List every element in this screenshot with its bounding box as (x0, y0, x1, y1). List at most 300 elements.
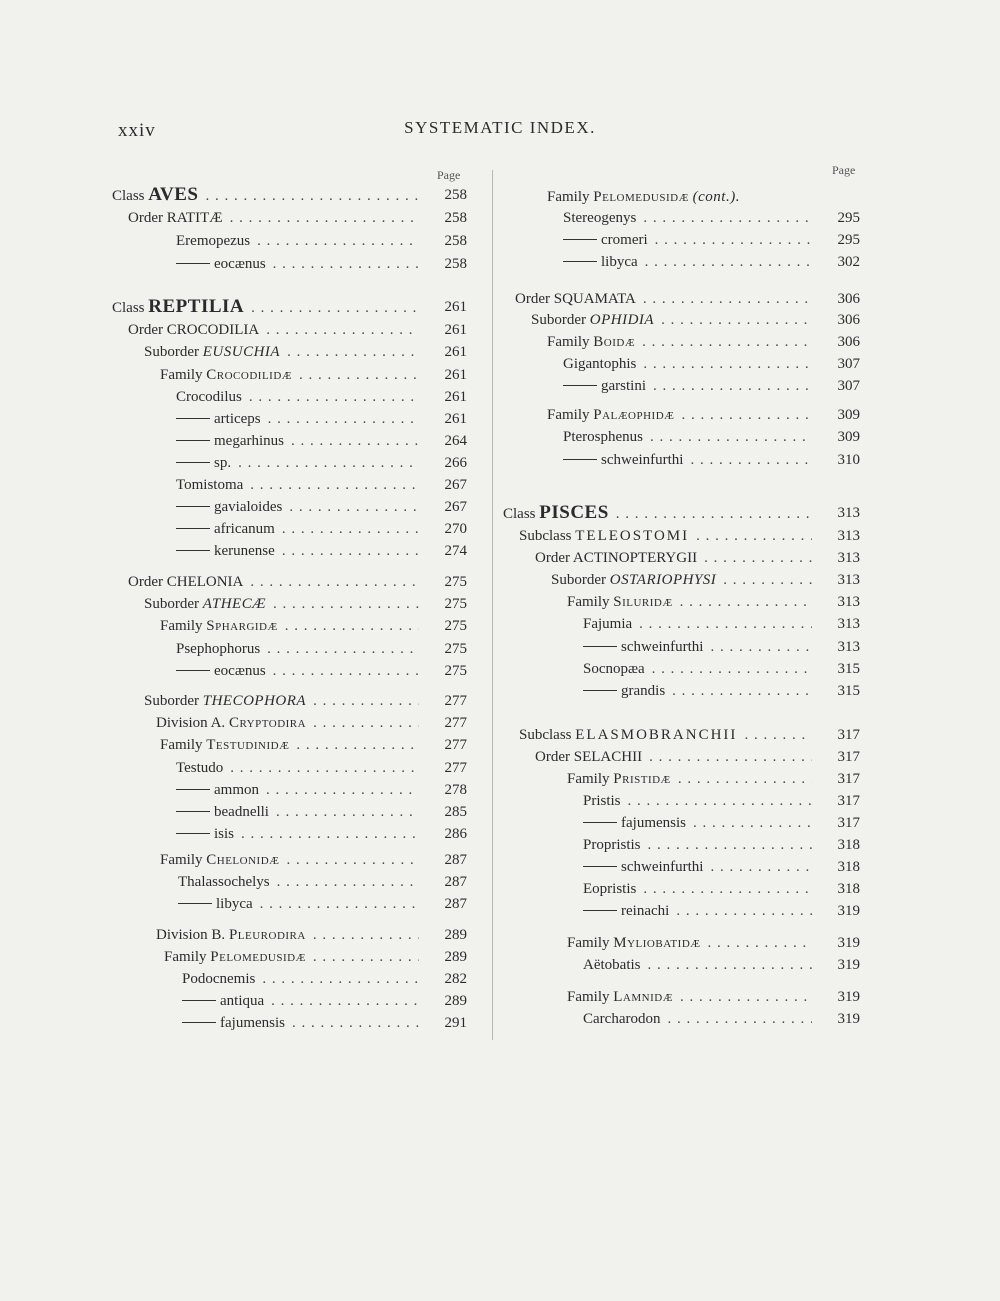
entry-label (547, 189, 743, 205)
entry-name: sp. (214, 455, 232, 471)
repeat-dash (176, 418, 210, 419)
entry-leader (563, 449, 812, 471)
index-entry-socnopa (583, 658, 860, 680)
index-entry-podocnemis (182, 968, 467, 990)
entry-label (563, 452, 686, 468)
entry-leader (583, 636, 812, 658)
index-entry-articeps (176, 408, 467, 430)
entry-leader (563, 229, 812, 251)
entry-leader (567, 591, 812, 613)
entry-page-number: 261 (444, 367, 467, 383)
entry-leader (535, 547, 812, 569)
entry-name: libyca (601, 254, 638, 270)
entry-label (583, 793, 624, 809)
entry-name: gavialoides (214, 499, 283, 515)
entry-leader (176, 386, 419, 408)
entry-label (583, 683, 668, 699)
entry-label (583, 639, 706, 655)
entry-label (583, 957, 644, 973)
entry-leader (128, 207, 419, 229)
repeat-dash (563, 459, 597, 460)
entry-page-number: 313 (837, 639, 860, 655)
entry-page-number: 307 (837, 356, 860, 372)
entry-page-number: 261 (444, 299, 467, 315)
entry-page-number: 313 (837, 550, 860, 566)
entry-leader (515, 288, 812, 310)
repeat-dash (176, 263, 210, 264)
entry-label (563, 356, 639, 372)
repeat-dash (182, 1000, 216, 1001)
entry-name: Carcharodon (583, 1011, 661, 1027)
entry-page-number: 267 (444, 499, 467, 515)
entry-label (128, 574, 246, 590)
index-entry-pelomedusid (547, 186, 860, 208)
entry-name: Psephophorus (176, 641, 261, 657)
index-entry-schweinfurthi (563, 449, 860, 471)
entry-name: Pristis (583, 793, 621, 809)
entry-label (583, 616, 635, 632)
entry-page-number: 317 (837, 771, 860, 787)
entry-label (583, 859, 706, 875)
entry-page-number: 302 (837, 254, 860, 270)
entry-leader (583, 658, 812, 680)
repeat-dash (176, 440, 210, 441)
index-entry-lamnid (567, 986, 860, 1008)
entry-label (160, 618, 281, 634)
entry-name: AVES (148, 184, 199, 205)
index-entry-beadnelli (176, 801, 467, 823)
repeat-dash (176, 506, 210, 507)
entry-rank: Suborder (144, 344, 199, 360)
index-entry-ratit (128, 207, 467, 229)
entry-name: fajumensis (621, 815, 686, 831)
entry-page-number: 275 (444, 663, 467, 679)
left-page-column-header: Page (437, 168, 461, 182)
entry-rank: Order (128, 210, 163, 226)
entry-rank: Family (547, 407, 590, 423)
entry-page-number: 261 (444, 322, 467, 338)
entry-name: Crocodilus (176, 389, 242, 405)
entry-label (156, 927, 309, 943)
entry-name: garstini (601, 378, 646, 394)
entry-page-number: 277 (444, 760, 467, 776)
index-entry-eusuchia (144, 341, 467, 363)
entry-rank: Order (128, 574, 163, 590)
entry-page-number: 319 (837, 989, 860, 1005)
entry-name: ammon (214, 782, 259, 798)
entry-name: Testudinidæ (206, 737, 290, 753)
entry-name: Siluridæ (613, 594, 673, 610)
index-entry-pterosphenus (563, 426, 860, 448)
entry-page-number: 309 (837, 429, 860, 445)
entry-leader (176, 452, 419, 474)
entry-page-number: 307 (837, 378, 860, 394)
entry-label (176, 760, 226, 776)
entry-label (176, 233, 253, 249)
index-entry-africanum (176, 518, 467, 540)
entry-name: Stereogenys (563, 210, 637, 226)
entry-rank: Subclass (519, 528, 572, 544)
entry-rank: Family (567, 771, 610, 787)
entry-name: TELEOSTOMI (575, 528, 690, 544)
entry-name: Myliobatidæ (613, 935, 701, 951)
index-entry-ammon (176, 779, 467, 801)
entry-name: Podocnemis (182, 971, 256, 987)
entry-page-number: 318 (837, 881, 860, 897)
entry-name: REPTILIA (148, 296, 245, 317)
index-entry-pisces (503, 502, 860, 524)
entry-leader (563, 426, 812, 448)
index-entry-stereogenys (563, 207, 860, 229)
entry-leader (583, 790, 812, 812)
entry-leader (160, 734, 419, 756)
entry-leader (176, 496, 419, 518)
entry-page-number: 313 (837, 528, 860, 544)
entry-leader (182, 1012, 419, 1034)
entry-page-number: 261 (444, 344, 467, 360)
index-entry-cromeri (563, 229, 860, 251)
entry-page-number: 317 (837, 793, 860, 809)
entry-page-number: 295 (837, 210, 860, 226)
entry-rank: Class (112, 300, 145, 316)
entry-page-number: 309 (837, 407, 860, 423)
entry-leader (547, 186, 860, 208)
entry-page-number: 282 (444, 971, 467, 987)
entry-label (176, 521, 278, 537)
repeat-dash (182, 1022, 216, 1023)
entry-leader (567, 932, 812, 954)
entry-name: Pelomedusidæ (593, 189, 689, 205)
entry-page-number: 289 (444, 993, 467, 1009)
entry-label (176, 663, 269, 679)
entry-name: Thalassochelys (178, 874, 270, 890)
entry-name: ATHECÆ (202, 596, 267, 612)
entry-page-number: 306 (837, 312, 860, 328)
index-entry-pleurodira (156, 924, 467, 946)
entry-leader (176, 408, 419, 430)
entry-name: reinachi (621, 903, 670, 919)
entry-leader (156, 924, 419, 946)
entry-name: RATITÆ (166, 210, 223, 226)
entry-leader (563, 353, 812, 375)
entry-name: PISCES (539, 502, 609, 523)
entry-leader (112, 296, 419, 319)
entry-leader (547, 331, 812, 353)
index-entry-tomistoma (176, 474, 467, 496)
entry-rank: Family (567, 935, 610, 951)
entry-rank: Suborder (531, 312, 586, 328)
entry-leader (176, 253, 419, 275)
entry-label (583, 837, 644, 853)
entry-leader (160, 849, 419, 871)
entry-label (519, 528, 692, 544)
index-entry-thalassochelys (178, 871, 467, 893)
entry-name: Gigantophis (563, 356, 637, 372)
index-entry-antiqua (182, 990, 467, 1012)
entry-page-number: 270 (444, 521, 467, 537)
entry-leader (176, 518, 419, 540)
column-divider (492, 170, 493, 1040)
entry-label (160, 852, 282, 868)
index-entry-actinopterygii (535, 547, 860, 569)
entry-leader (519, 525, 812, 547)
entry-rank: Family (567, 989, 610, 1005)
repeat-dash (563, 385, 597, 386)
entry-leader (531, 309, 812, 331)
entry-leader (176, 801, 419, 823)
entry-rank: Order (535, 550, 570, 566)
index-entry-eremopezus (176, 230, 467, 252)
entry-name: Aëtobatis (583, 957, 641, 973)
entry-label (176, 782, 262, 798)
entry-name: Pleurodira (228, 927, 306, 943)
index-entry-chelonid (160, 849, 467, 871)
entry-name: OSTARIOPHYSI (609, 572, 717, 588)
repeat-dash (176, 833, 210, 834)
entry-page-number: 275 (444, 574, 467, 590)
index-entry-pelomedusid (164, 946, 467, 968)
entry-page-number: 306 (837, 334, 860, 350)
entry-label (515, 291, 639, 307)
index-entry-selachii (535, 746, 860, 768)
entry-page-number: 317 (837, 749, 860, 765)
entry-leader (563, 251, 812, 273)
index-entry-sphargid (160, 615, 467, 637)
entry-page-number: 289 (444, 927, 467, 943)
repeat-dash (583, 910, 617, 911)
entry-leader (128, 571, 419, 593)
entry-leader (583, 680, 812, 702)
index-entry-testudo (176, 757, 467, 779)
entry-label (176, 455, 234, 471)
entry-page-number: 258 (444, 187, 467, 203)
entry-name: cromeri (601, 232, 648, 248)
entry-label (182, 993, 267, 1009)
entry-label (182, 971, 258, 987)
entry-rank: Family (160, 737, 203, 753)
entry-page-number: 267 (444, 477, 467, 493)
entry-page-number: 295 (837, 232, 860, 248)
entry-leader (176, 638, 419, 660)
entry-leader (144, 341, 419, 363)
entry-label (551, 572, 719, 588)
entry-label (567, 935, 704, 951)
index-entry-testudinid (160, 734, 467, 756)
index-entry-carcharodon (583, 1008, 860, 1030)
index-entry-gavialoides (176, 496, 467, 518)
entry-label (160, 367, 295, 383)
entry-name: Eopristis (583, 881, 637, 897)
entry-name: Boidæ (593, 334, 636, 350)
index-entry-kerunense (176, 540, 467, 562)
entry-label (144, 344, 283, 360)
entry-leader (128, 319, 419, 341)
entry-leader (160, 615, 419, 637)
entry-label (178, 896, 256, 912)
entry-page-number: 277 (444, 737, 467, 753)
entry-label (176, 433, 287, 449)
entry-leader (547, 404, 812, 426)
entry-label (156, 715, 309, 731)
entry-page-number: 317 (837, 815, 860, 831)
index-entry-crocodilia (128, 319, 467, 341)
index-entry-ostariophysi (551, 569, 860, 591)
entry-label (178, 874, 273, 890)
repeat-dash (583, 822, 617, 823)
entry-label (176, 411, 264, 427)
entry-label (547, 334, 638, 350)
entry-label (128, 210, 226, 226)
entry-rank: Family (160, 367, 203, 383)
entry-name: grandis (621, 683, 666, 699)
index-entry-boid (547, 331, 860, 353)
entry-leader (519, 724, 812, 746)
entry-name: schweinfurthi (621, 859, 704, 875)
entry-leader (112, 184, 419, 207)
entry-name: libyca (216, 896, 253, 912)
entry-name: OPHIDIA (589, 312, 655, 328)
index-entry-eopristis (583, 878, 860, 900)
entry-leader (583, 613, 812, 635)
entry-name: Pelomedusidæ (210, 949, 306, 965)
index-entry-aetobatis (583, 954, 860, 976)
entry-name: Lamnidæ (613, 989, 673, 1005)
entry-name: schweinfurthi (621, 639, 704, 655)
index-entry-reinachi (583, 900, 860, 922)
entry-leader (178, 893, 419, 915)
index-entry-crocodilus (176, 386, 467, 408)
entry-page-number: 277 (444, 715, 467, 731)
entry-page-number: 287 (444, 852, 467, 868)
entry-name: Sphargidæ (206, 618, 278, 634)
index-entry-elasmobranchii (519, 724, 860, 746)
entry-page-number: 318 (837, 859, 860, 875)
index-entry-schweinfurthi (583, 636, 860, 658)
entry-leader (583, 856, 812, 878)
entry-name: Testudo (176, 760, 224, 776)
index-entry-chelonia (128, 571, 467, 593)
index-entry-isis (176, 823, 467, 845)
entry-rank: Class (503, 506, 536, 522)
entry-leader (178, 871, 419, 893)
entry-name: THECOPHORA (202, 693, 307, 709)
entry-leader (176, 540, 419, 562)
index-entry-garstini (563, 375, 860, 397)
entry-label (176, 499, 285, 515)
index-entry-libyca (563, 251, 860, 273)
entry-page-number: 319 (837, 935, 860, 951)
entry-label (567, 594, 676, 610)
entry-page-number: 278 (444, 782, 467, 798)
entry-label (503, 502, 612, 523)
entry-label (164, 949, 309, 965)
entry-name: CROCODILIA (166, 322, 260, 338)
entry-name: Pristidæ (613, 771, 671, 787)
entry-name: schweinfurthi (601, 452, 684, 468)
entry-page-number: 261 (444, 411, 467, 427)
entry-label (583, 1011, 663, 1027)
entry-name: eocænus (214, 663, 266, 679)
page-title: SYSTEMATIC INDEX. (404, 118, 596, 137)
entry-rank: Subclass (519, 727, 572, 743)
entry-name: ELASMOBRANCHII (575, 727, 738, 743)
entry-page-number: 258 (444, 210, 467, 226)
entry-rank: Suborder (144, 693, 199, 709)
entry-name: Crocodilidæ (206, 367, 293, 383)
entry-page-number: 313 (837, 616, 860, 632)
entry-label (128, 322, 262, 338)
index-entry-fajumensis (182, 1012, 467, 1034)
entry-name: Eremopezus (176, 233, 251, 249)
entry-rank: Family (547, 189, 590, 205)
entry-label (160, 737, 292, 753)
entry-leader (182, 968, 419, 990)
repeat-dash (178, 903, 212, 904)
index-entry-megarhinus (176, 430, 467, 452)
entry-label (144, 693, 309, 709)
entry-page-number: 287 (444, 874, 467, 890)
entry-page-number: 266 (444, 455, 467, 471)
entry-rank: Family (567, 594, 610, 610)
index-entry-eocnus (176, 253, 467, 275)
entry-page-number: 275 (444, 641, 467, 657)
entry-leader (583, 812, 812, 834)
repeat-dash (583, 866, 617, 867)
entry-page-number: 319 (837, 1011, 860, 1027)
entry-name: antiqua (220, 993, 265, 1009)
entry-page-number: 286 (444, 826, 467, 842)
entry-leader (176, 474, 419, 496)
index-entry-aves (112, 184, 467, 206)
page-number: xxiv (118, 120, 156, 141)
entry-name: fajumensis (220, 1015, 285, 1031)
index-entry-gigantophis (563, 353, 860, 375)
entry-name: Fajumia (583, 616, 633, 632)
entry-leader (164, 946, 419, 968)
entry-page-number: 277 (444, 693, 467, 709)
entry-page-number: 306 (837, 291, 860, 307)
entry-leader (176, 757, 419, 779)
entry-name: SQUAMATA (553, 291, 636, 307)
entry-name: Chelonidæ (206, 852, 280, 868)
repeat-dash (563, 261, 597, 262)
entry-page-number: 313 (837, 572, 860, 588)
entry-name: Propristis (583, 837, 641, 853)
repeat-dash (176, 550, 210, 551)
index-entry-propristis (583, 834, 860, 856)
repeat-dash (563, 239, 597, 240)
entry-name: kerunense (214, 543, 275, 559)
index-entry-teleostomi (519, 525, 860, 547)
index-entry-athec (144, 593, 467, 615)
index-entry-fajumia (583, 613, 860, 635)
repeat-dash (583, 646, 617, 647)
entry-page-number: 258 (444, 233, 467, 249)
entry-label (583, 903, 672, 919)
index-entry-cryptodira (156, 712, 467, 734)
entry-name: articeps (214, 411, 261, 427)
entry-page-number: 264 (444, 433, 467, 449)
entry-label (144, 596, 269, 612)
entry-name: ACTINOPTERYGII (572, 550, 698, 566)
entry-leader (535, 746, 812, 768)
entry-name: Cryptodira (228, 715, 307, 731)
entry-page-number: 313 (837, 505, 860, 521)
entry-page-number: 315 (837, 661, 860, 677)
entry-label (563, 232, 651, 248)
entry-page-number: 310 (837, 452, 860, 468)
entry-name: Socnopæa (583, 661, 645, 677)
